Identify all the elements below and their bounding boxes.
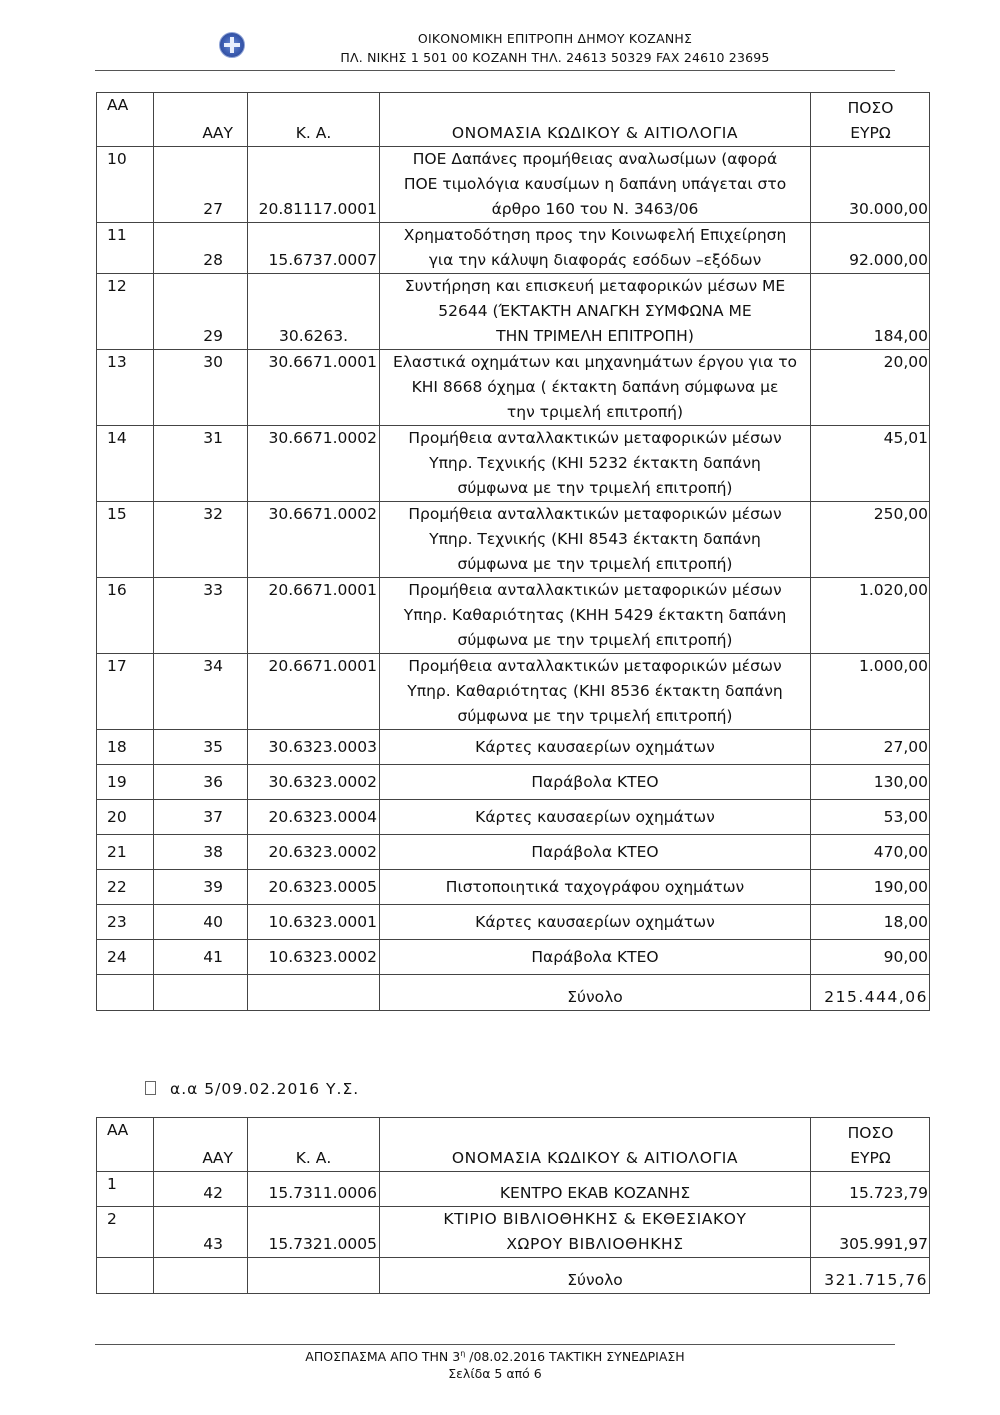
subsection-label: α.α 5/09.02.2016 Υ.Σ. [170,1080,360,1098]
table-row [97,870,930,905]
cell-ka: 30.6671.0001 [248,350,380,426]
cell-amount: 184,00 [811,274,930,350]
cell-description: Παράβολα ΚΤΕΟ [380,765,811,800]
cell-aay: 27 [154,147,248,223]
table-total-row [97,975,930,1011]
cell-aay: 36 [154,765,248,800]
cell-description: Συντήρηση και επισκευή μεταφορικών μέσων ΜΕ 52644 (ΈΚΤΑΚΤΗ ΑΝΑΓΚΗ ΣΥΜΦΩΝΑ ΜΕ ΤΗΝ ΤΡΙΜΕΛΗ ΕΠΙΤΡΟΠΗ) [380,274,811,350]
table-row [97,1172,930,1207]
cell-ka: 20.6671.0001 [248,578,380,654]
cell-aay: 35 [154,730,248,765]
cell-ka: 30.6671.0002 [248,502,380,578]
cell-amount: 45,01 [811,426,930,502]
cell-aa: 21 [97,835,154,870]
cell-aay: 40 [154,905,248,940]
cell-aa: 2 [97,1207,154,1258]
cell-description: ΠΟΕ Δαπάνες προμήθειας αναλωσίμων (αφορά ΠΟΕ τιμολόγια καυσίμων η δαπάνη υπάγεται στο άρθρο 160 του Ν. 3463/06 [380,147,811,223]
cell-description: Κάρτες καυσαερίων οχημάτων [380,800,811,835]
cell-description: Προμήθεια ανταλλακτικών μεταφορικών μέσων Υπηρ. Καθαριότητας (ΚΗΙ 8536 έκτακτη δαπάνη σύμφωνα με την τριμελή επιτροπή) [380,654,811,730]
cell-amount: 27,00 [811,730,930,765]
cell-ka: 20.6323.0004 [248,800,380,835]
cell-ka: 30.6323.0003 [248,730,380,765]
cell-ka: 15.6737.0007 [248,223,380,274]
cell-aa: 14 [97,426,154,502]
col-header-description: ΟΝΟΜΑΣΙΑ ΚΩΔΙΚΟΥ & ΑΙΤΙΟΛΟΓΙΑ [380,93,811,147]
cell-description: ΚΤΙΡΙΟ ΒΙΒΛΙΟΘΗΚΗΣ & ΕΚΘΕΣΙΑΚΟΥ ΧΩΡΟΥ ΒΙΒΛΙΟΘΗΚΗΣ [380,1207,811,1258]
cell-aay: 39 [154,870,248,905]
col-header-aay: ΑΑΥ [154,93,248,147]
table-row [97,147,930,223]
cell-aay: 29 [154,274,248,350]
cell-amount: 30.000,00 [811,147,930,223]
cell-aay: 31 [154,426,248,502]
cell-aa: 20 [97,800,154,835]
cell-description: Χρηματοδότηση προς την Κοινωφελή Επιχείρηση για την κάλυψη διαφοράς εσόδων –εξόδων [380,223,811,274]
page-number: Σελίδα 5 από 6 [448,1366,542,1382]
cell-amount: 1.000,00 [811,654,930,730]
col-header-ka: Κ. Α. [248,93,380,147]
cell-amount: 130,00 [811,765,930,800]
total-amount: 321.715,76 [811,1258,930,1294]
budget-table-2 [96,1117,930,1294]
cell-aay: 34 [154,654,248,730]
cell-ka: 30.6323.0002 [248,765,380,800]
cell-ka: 20.6323.0002 [248,835,380,870]
cell-aa: 16 [97,578,154,654]
header-address: ΠΛ. ΝΙΚΗΣ 1 501 00 ΚΟΖΑΝΗ ΤΗΛ. 24613 50329 FAX 24610 23695 [340,50,770,65]
table-row [97,578,930,654]
col-header-aa: ΑΑ [97,1118,154,1172]
cell-description: ΚΕΝΤΡΟ ΕΚΑΒ ΚΟΖΑΝΗΣ [380,1172,811,1207]
table-row [97,350,930,426]
cell-ka: 20.81117.0001 [248,147,380,223]
cell-amount: 92.000,00 [811,223,930,274]
cell-aay: 33 [154,578,248,654]
table-row [97,502,930,578]
table-row [97,730,930,765]
table-total-row [97,1258,930,1294]
cell-aay: 41 [154,940,248,975]
cell-aa: 23 [97,905,154,940]
col-header-aa: ΑΑ [97,93,154,147]
cell-aay: 32 [154,502,248,578]
budget-table-1 [96,92,930,1011]
cell-amount: 250,00 [811,502,930,578]
cell-aay: 30 [154,350,248,426]
table-row [97,223,930,274]
total-label: Σύνολο [380,975,811,1011]
footer-session: ΑΠΟΣΠΑΣΜΑ ΑΠΟ ΤΗΝ $3^\eta$ /08.02.2016 ΤΑΚΤΙΚΗ ΣΥΝΕΔΡΙΑΣΗ [305,1349,685,1365]
cell-aay: 38 [154,835,248,870]
cell-description: Παράβολα ΚΤΕΟ [380,940,811,975]
cell-aa: 1 [97,1172,154,1207]
cell-description: Κάρτες καυσαερίων οχημάτων [380,905,811,940]
cell-ka: 10.6323.0001 [248,905,380,940]
subsection-heading [145,1080,359,1098]
cell-aa: 22 [97,870,154,905]
cell-amount: 470,00 [811,835,930,870]
cell-description: Πιστοποιητικά ταχογράφου οχημάτων [380,870,811,905]
cell-description: Προμήθεια ανταλλακτικών μεταφορικών μέσων Υπηρ. Τεχνικής (ΚΗΙ 8543 έκτακτη δαπάνη σύμφωνα με την τριμελή επιτροπή) [380,502,811,578]
table-row [97,940,930,975]
cell-amount: 20,00 [811,350,930,426]
cell-aay: 37 [154,800,248,835]
table-row [97,905,930,940]
cell-aay: 28 [154,223,248,274]
table-row [97,654,930,730]
table-row [97,800,930,835]
col-header-aay: ΑΑΥ [154,1118,248,1172]
cell-ka: 15.7321.0005 [248,1207,380,1258]
total-amount: 215.444,06 [811,975,930,1011]
total-label: Σύνολο [380,1258,811,1294]
cell-ka: 20.6671.0001 [248,654,380,730]
page-footer [95,1344,895,1381]
cell-aa: 15 [97,502,154,578]
cell-amount: 15.723,79 [811,1172,930,1207]
table-row [97,426,930,502]
page-header [95,28,895,71]
cell-amount: 190,00 [811,870,930,905]
cell-description: Ελαστικά οχημάτων και μηχανημάτων έργου για το ΚΗΙ 8668 όχημα ( έκτακτη δαπάνη σύμφωνα με την τριμελή επιτροπή) [380,350,811,426]
cell-description: Προμήθεια ανταλλακτικών μεταφορικών μέσων Υπηρ. Τεχνικής (ΚΗΙ 5232 έκτακτη δαπάνη σύμφωνα με την τριμελή επιτροπή) [380,426,811,502]
cell-ka: 15.7311.0006 [248,1172,380,1207]
cell-amount: 53,00 [811,800,930,835]
table-row [97,835,930,870]
col-header-amount: ΠΟΣΟ ΕΥΡΩ [811,1118,930,1172]
table-row [97,1207,930,1258]
cell-amount: 1.020,00 [811,578,930,654]
cell-amount: 305.991,97 [811,1207,930,1258]
cell-description: Κάρτες καυσαερίων οχημάτων [380,730,811,765]
cell-aa: 11 [97,223,154,274]
cell-ka: 30.6263. [248,274,380,350]
checkbox-bullet-icon [145,1081,156,1095]
cell-ka: 30.6671.0002 [248,426,380,502]
table-header-row [97,93,930,147]
cell-aa: 24 [97,940,154,975]
table-row [97,765,930,800]
cell-aa: 18 [97,730,154,765]
cell-amount: 18,00 [811,905,930,940]
cell-aay: 43 [154,1207,248,1258]
cell-aa: 13 [97,350,154,426]
cell-aa: 19 [97,765,154,800]
col-header-amount: ΠΟΣΟ ΕΥΡΩ [811,93,930,147]
table-header-row [97,1118,930,1172]
cell-description: Παράβολα ΚΤΕΟ [380,835,811,870]
cell-ka: 10.6323.0002 [248,940,380,975]
cell-ka: 20.6323.0005 [248,870,380,905]
cell-aa: 12 [97,274,154,350]
header-title: ΟΙΚΟΝΟΜΙΚΗ ΕΠΙΤΡΟΠΗ ΔΗΜΟΥ ΚΟΖΑΝΗΣ [417,31,693,46]
table-row [97,274,930,350]
col-header-ka: Κ. Α. [248,1118,380,1172]
cell-description: Προμήθεια ανταλλακτικών μεταφορικών μέσων Υπηρ. Καθαριότητας (ΚΗΗ 5429 έκτακτη δαπάνη σύμφωνα με την τριμελή επιτροπή) [380,578,811,654]
cell-aa: 10 [97,147,154,223]
cell-aa: 17 [97,654,154,730]
col-header-description: ΟΝΟΜΑΣΙΑ ΚΩΔΙΚΟΥ & ΑΙΤΙΟΛΟΓΙΑ [380,1118,811,1172]
cell-aay: 42 [154,1172,248,1207]
cell-amount: 90,00 [811,940,930,975]
